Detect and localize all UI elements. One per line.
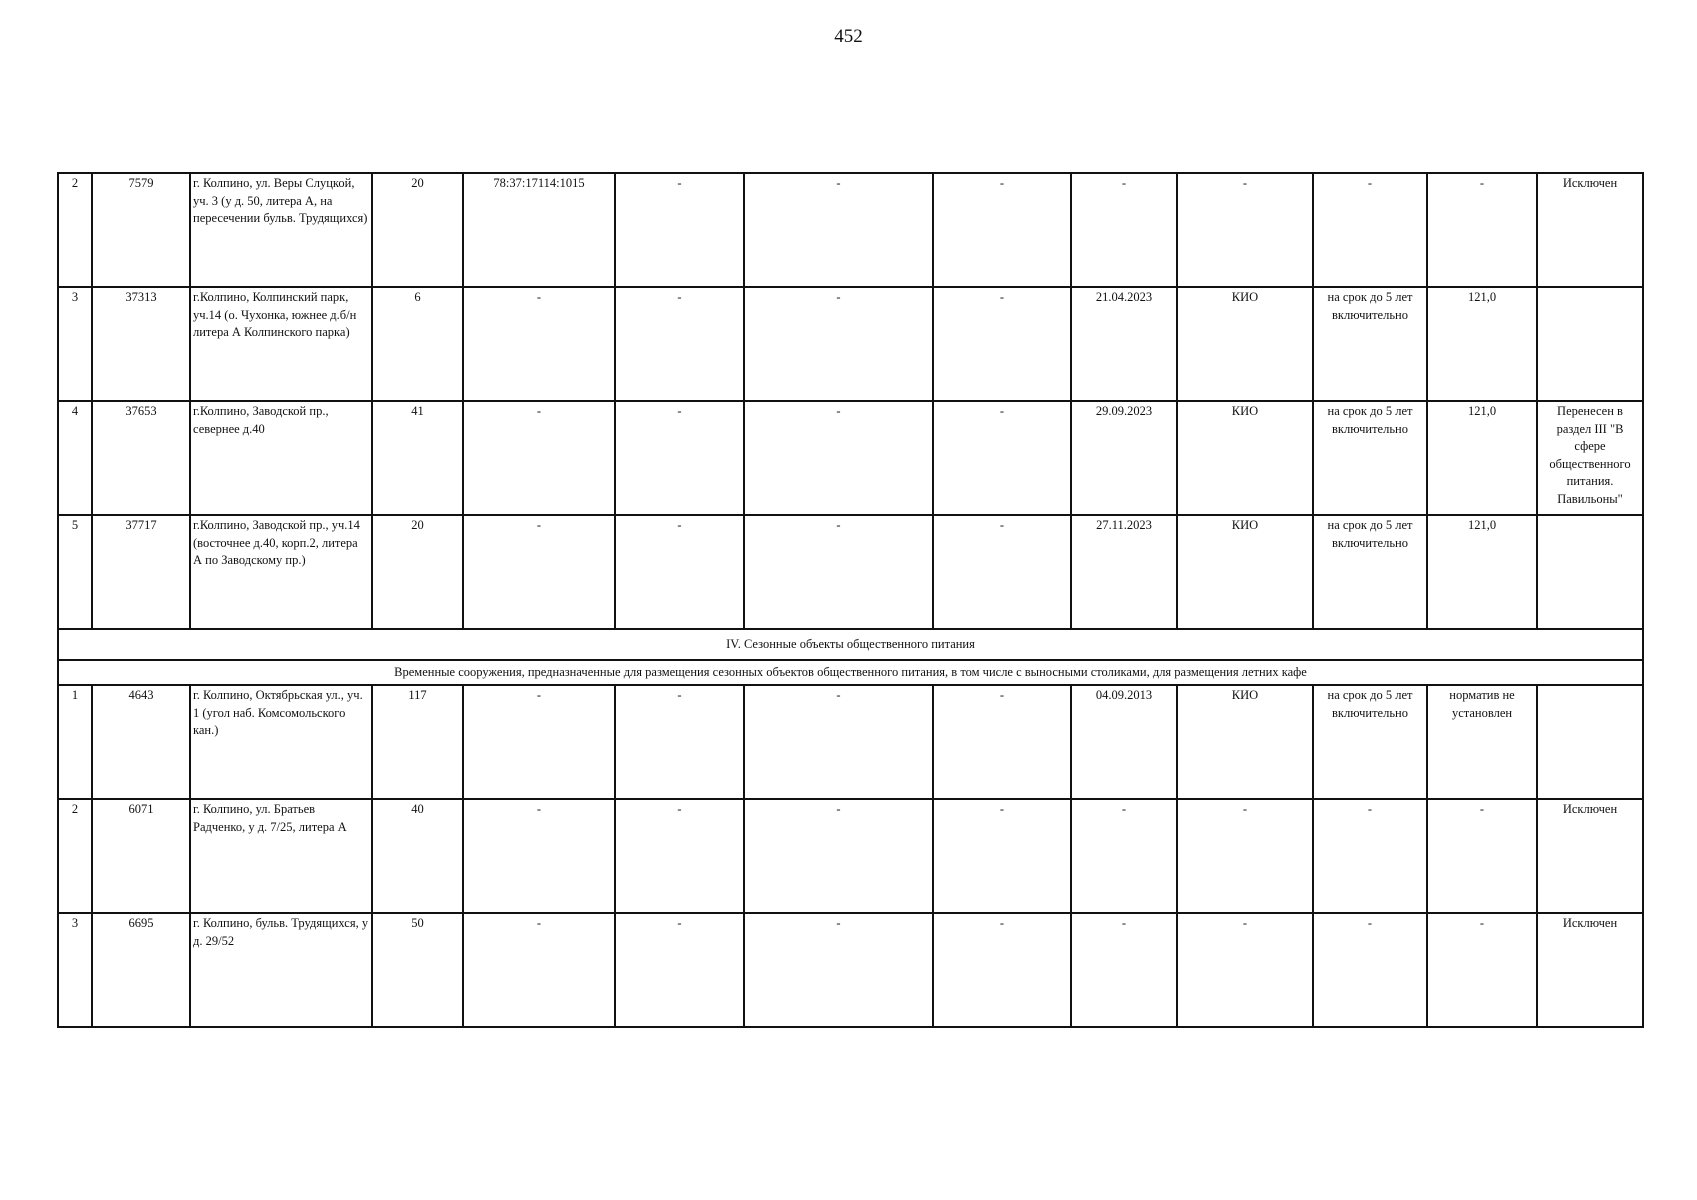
cell-number: 3 <box>58 913 92 1027</box>
cell-cadastral: 78:37:17114:1015 <box>463 173 615 287</box>
cell-col6: - <box>615 685 744 799</box>
cell-address: г. Колпино, ул. Братьев Радченко, у д. 7/25, литера А <box>190 799 372 913</box>
section-title: IV. Сезонные объекты общественного питания <box>58 629 1643 660</box>
cell-area: 117 <box>372 685 463 799</box>
register-table <box>57 172 1644 1028</box>
cell-number: 4 <box>58 401 92 515</box>
cell-term: на срок до 5 лет включительно <box>1313 515 1427 629</box>
cell-object-id: 6071 <box>92 799 190 913</box>
cell-note <box>1537 287 1643 401</box>
cell-address: г. Колпино, Октябрьская ул., уч. 1 (угол наб. Комсомольского кан.) <box>190 685 372 799</box>
cell-authority: - <box>1177 173 1313 287</box>
cell-term: - <box>1313 173 1427 287</box>
cell-object-id: 37653 <box>92 401 190 515</box>
cell-address: г. Колпино, ул. Веры Слуцкой, уч. 3 (у д. 50, литера А, на пересечении бульв. Трудящихся) <box>190 173 372 287</box>
cell-authority: - <box>1177 913 1313 1027</box>
cell-col6: - <box>615 287 744 401</box>
cell-col8: - <box>933 515 1071 629</box>
cell-address: г.Колпино, Колпинский парк, уч.14 (о. Чухонка, южнее д.б/н литера А Колпинского парка) <box>190 287 372 401</box>
cell-col8: - <box>933 913 1071 1027</box>
cell-term: на срок до 5 лет включительно <box>1313 287 1427 401</box>
cell-date: - <box>1071 913 1177 1027</box>
cell-area: 6 <box>372 287 463 401</box>
cell-term: на срок до 5 лет включительно <box>1313 685 1427 799</box>
cell-col7: - <box>744 799 933 913</box>
table-row <box>58 515 1643 629</box>
cell-col8: - <box>933 401 1071 515</box>
table-body-part-b <box>58 685 1643 1027</box>
cell-rate: - <box>1427 913 1537 1027</box>
cell-rate: 121,0 <box>1427 515 1537 629</box>
cell-number: 2 <box>58 173 92 287</box>
cell-number: 5 <box>58 515 92 629</box>
cell-term: - <box>1313 913 1427 1027</box>
cell-col7: - <box>744 287 933 401</box>
cell-area: 41 <box>372 401 463 515</box>
cell-note <box>1537 515 1643 629</box>
cell-cadastral: - <box>463 401 615 515</box>
cell-term: на срок до 5 лет включительно <box>1313 401 1427 515</box>
cell-cadastral: - <box>463 913 615 1027</box>
table-row <box>58 685 1643 799</box>
table-row <box>58 799 1643 913</box>
cell-cadastral: - <box>463 799 615 913</box>
table-row <box>58 173 1643 287</box>
cell-date: - <box>1071 173 1177 287</box>
cell-authority: КИО <box>1177 685 1313 799</box>
cell-area: 50 <box>372 913 463 1027</box>
cell-area: 20 <box>372 173 463 287</box>
cell-col7: - <box>744 913 933 1027</box>
cell-col6: - <box>615 401 744 515</box>
cell-date: 04.09.2013 <box>1071 685 1177 799</box>
cell-object-id: 6695 <box>92 913 190 1027</box>
table-body-part-a <box>58 173 1643 629</box>
cell-col8: - <box>933 287 1071 401</box>
cell-date: - <box>1071 799 1177 913</box>
cell-area: 20 <box>372 515 463 629</box>
cell-area: 40 <box>372 799 463 913</box>
cell-rate: 121,0 <box>1427 287 1537 401</box>
cell-cadastral: - <box>463 515 615 629</box>
cell-address: г.Колпино, Заводской пр., севернее д.40 <box>190 401 372 515</box>
cell-cadastral: - <box>463 287 615 401</box>
cell-object-id: 7579 <box>92 173 190 287</box>
cell-rate: норматив не установлен <box>1427 685 1537 799</box>
cell-date: 27.11.2023 <box>1071 515 1177 629</box>
cell-col8: - <box>933 685 1071 799</box>
cell-object-id: 37313 <box>92 287 190 401</box>
cell-address: г. Колпино, бульв. Трудящихся, у д. 29/52 <box>190 913 372 1027</box>
cell-object-id: 37717 <box>92 515 190 629</box>
cell-term: - <box>1313 799 1427 913</box>
section-header <box>58 629 1643 685</box>
cell-note: Исключен <box>1537 913 1643 1027</box>
table-row <box>58 287 1643 401</box>
cell-note <box>1537 685 1643 799</box>
cell-authority: КИО <box>1177 515 1313 629</box>
cell-date: 29.09.2023 <box>1071 401 1177 515</box>
cell-number: 1 <box>58 685 92 799</box>
page-number: 452 <box>834 26 863 47</box>
cell-number: 3 <box>58 287 92 401</box>
cell-col7: - <box>744 685 933 799</box>
cell-rate: 121,0 <box>1427 401 1537 515</box>
cell-rate: - <box>1427 799 1537 913</box>
cell-cadastral: - <box>463 685 615 799</box>
cell-col6: - <box>615 799 744 913</box>
cell-col7: - <box>744 173 933 287</box>
cell-authority: КИО <box>1177 401 1313 515</box>
subsection-title: Временные сооружения, предназначенные для размещения сезонных объектов общественного питания, в том числе с выносными столиками, для размещения летних кафе <box>58 660 1643 685</box>
cell-address: г.Колпино, Заводской пр., уч.14 (восточнее д.40, корп.2, литера А по Заводскому пр.) <box>190 515 372 629</box>
cell-note: Исключен <box>1537 173 1643 287</box>
table-row <box>58 913 1643 1027</box>
cell-date: 21.04.2023 <box>1071 287 1177 401</box>
cell-note: Перенесен в раздел III "В сфере общественного питания. Павильоны" <box>1537 401 1643 515</box>
cell-object-id: 4643 <box>92 685 190 799</box>
cell-authority: КИО <box>1177 287 1313 401</box>
cell-col8: - <box>933 173 1071 287</box>
cell-col8: - <box>933 799 1071 913</box>
cell-col7: - <box>744 401 933 515</box>
cell-authority: - <box>1177 799 1313 913</box>
table-row <box>58 401 1643 515</box>
cell-rate: - <box>1427 173 1537 287</box>
cell-col6: - <box>615 913 744 1027</box>
cell-number: 2 <box>58 799 92 913</box>
cell-note: Исключен <box>1537 799 1643 913</box>
cell-col7: - <box>744 515 933 629</box>
cell-col6: - <box>615 173 744 287</box>
cell-col6: - <box>615 515 744 629</box>
